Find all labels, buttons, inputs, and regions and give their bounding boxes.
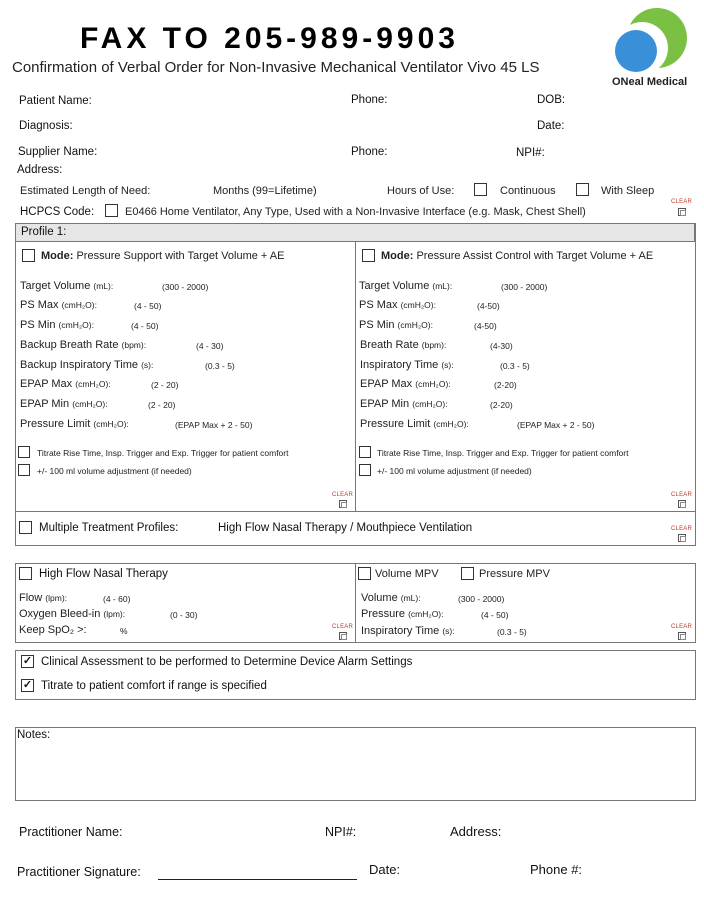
hfnt-spo2-label: Keep SpO₂ >: xyxy=(19,624,87,636)
left-field-name: Backup Inspiratory Time xyxy=(20,359,138,371)
address-label: Address: xyxy=(17,164,63,176)
clear-button[interactable] xyxy=(339,632,347,640)
left-field-row xyxy=(20,280,113,292)
right-field-range: (0.3 - 5) xyxy=(500,361,530,371)
left-field-name: EPAP Max xyxy=(20,378,73,390)
clear-label: CLEAR xyxy=(671,624,693,630)
hfnt-bleed-range: (0 - 30) xyxy=(170,610,198,620)
left-field-row xyxy=(20,339,146,351)
left-field-range: (2 - 20) xyxy=(151,380,179,390)
length-of-need-label: Estimated Length of Need: xyxy=(20,185,151,197)
left-field-unit: (bpm): xyxy=(121,340,147,350)
months-label: Months (99=Lifetime) xyxy=(213,185,317,197)
right-field-name: PS Min xyxy=(359,319,395,331)
hfnt-checkbox[interactable] xyxy=(19,567,32,580)
right-field-range: (2-20) xyxy=(490,400,513,410)
clear-button[interactable] xyxy=(678,208,686,216)
clear-label: CLEAR xyxy=(332,492,354,498)
clear-button[interactable] xyxy=(339,500,347,508)
fax-number: FAX TO 205-989-9903 xyxy=(80,22,459,55)
supplier-name-label: Supplier Name: xyxy=(18,146,98,158)
right-titrate-label: Titrate Rise Time, Insp. Trigger and Exp. Trigger for patient comfort xyxy=(377,448,629,458)
right-field-unit: (bpm): xyxy=(421,340,447,350)
right-titrate-checkbox[interactable] xyxy=(359,446,371,458)
practitioner-npi-label: NPI#: xyxy=(325,825,357,839)
left-field-name: Backup Breath Rate xyxy=(20,339,119,351)
left-field-range: (300 - 2000) xyxy=(162,282,209,292)
left-field-unit: (cmH₂O): xyxy=(58,320,94,330)
right-field-name: Pressure Limit xyxy=(360,418,431,430)
with-sleep-label: With Sleep xyxy=(601,185,655,197)
right-field-name: Breath Rate xyxy=(360,339,419,351)
mpv-pressure-label: Pressure xyxy=(361,608,406,620)
clear-button[interactable] xyxy=(678,534,686,542)
right-field-range: (EPAP Max + 2 - 50) xyxy=(517,420,595,430)
pressure-mpv-checkbox[interactable] xyxy=(461,567,474,580)
mpv-insp-range: (0.3 - 5) xyxy=(497,627,527,637)
clear-button[interactable] xyxy=(678,500,686,508)
left-field-row xyxy=(20,398,108,410)
clinical-assessment-label: Clinical Assessment to be performed to Determine Device Alarm Settings xyxy=(41,656,413,668)
left-field-unit: (cmH₂O): xyxy=(93,419,129,429)
left-field-range: (0.3 - 5) xyxy=(205,361,235,371)
left-field-row xyxy=(20,418,129,430)
phone-label: Phone: xyxy=(351,94,388,106)
profile-header-bar xyxy=(15,223,695,242)
clear-label: CLEAR xyxy=(671,199,693,205)
right-field-row xyxy=(359,280,452,292)
mpv-volume-unit: (mL): xyxy=(400,593,421,603)
left-field-unit: (cmH₂O): xyxy=(75,379,111,389)
hfnt-bleed xyxy=(19,608,125,620)
left-volume-adj-checkbox[interactable] xyxy=(18,464,30,476)
multi-profiles-value: High Flow Nasal Therapy / Mouthpiece Ventilation xyxy=(218,522,473,534)
hfnt-spo2-unit: % xyxy=(120,626,128,636)
left-field-name: Target Volume xyxy=(20,280,91,292)
titrate-comfort-checkbox[interactable]: ✓ xyxy=(22,679,33,691)
right-mode-label: Mode: xyxy=(381,250,414,262)
left-field-name: Pressure Limit xyxy=(20,418,91,430)
hfnt-flow-unit: (lpm): xyxy=(45,593,68,603)
right-field-row xyxy=(360,378,451,390)
logo-inner-circle xyxy=(615,30,657,72)
right-field-row xyxy=(360,359,454,371)
mpv-insp xyxy=(361,625,455,637)
right-mode-checkbox[interactable] xyxy=(362,249,375,262)
left-volume-adj-label: +/- 100 ml volume adjustment (if needed) xyxy=(37,466,192,476)
right-field-range: (4-50) xyxy=(477,301,500,311)
volume-mpv-checkbox[interactable] xyxy=(358,567,371,580)
oneal-medical-logo-icon xyxy=(612,6,692,76)
right-volume-adj-label: +/- 100 ml volume adjustment (if needed) xyxy=(377,466,532,476)
right-field-unit: (cmH₂O): xyxy=(415,379,451,389)
mpv-pressure xyxy=(361,608,444,620)
volume-mpv-label: Volume MPV xyxy=(375,568,439,580)
right-field-unit: (cmH₂O): xyxy=(400,300,436,310)
right-field-unit: (s): xyxy=(441,360,454,370)
patient-name-label: Patient Name: xyxy=(19,95,92,107)
pressure-mpv-label: Pressure MPV xyxy=(479,568,550,580)
right-field-unit: (cmH₂O): xyxy=(412,399,448,409)
clear-label: CLEAR xyxy=(332,624,354,630)
hfnt-title: High Flow Nasal Therapy xyxy=(39,568,168,580)
hfnt-flow xyxy=(19,592,67,604)
practitioner-phone-label: Phone #: xyxy=(530,862,583,877)
hours-of-use-label: Hours of Use: xyxy=(387,185,455,197)
left-field-range: (EPAP Max + 2 - 50) xyxy=(175,420,253,430)
form-title: Confirmation of Verbal Order for Non-Invasive Mechanical Ventilator Vivo 45 LS xyxy=(12,59,540,76)
hfnt-flow-range: (4 - 60) xyxy=(103,594,131,604)
hfnt-bleed-label: Oxygen Bleed-in xyxy=(19,608,101,620)
right-field-name: Target Volume xyxy=(359,280,430,292)
clear-button[interactable] xyxy=(678,632,686,640)
left-field-row xyxy=(20,378,111,390)
practitioner-signature-label: Practitioner Signature: xyxy=(17,865,141,879)
right-field-name: Inspiratory Time xyxy=(360,359,439,371)
practitioner-name-label: Practitioner Name: xyxy=(19,825,123,839)
notes-label: Notes: xyxy=(17,729,51,741)
date-label: Date: xyxy=(537,120,565,132)
dob-label: DOB: xyxy=(537,94,566,106)
right-field-range: (2-20) xyxy=(494,380,517,390)
left-titrate-checkbox[interactable] xyxy=(18,446,30,458)
right-field-row xyxy=(360,418,469,430)
right-field-unit: (mL): xyxy=(432,281,453,291)
mpv-pressure-range: (4 - 50) xyxy=(481,610,509,620)
logo-text: ONeal Medical xyxy=(612,76,688,88)
hfnt-bleed-unit: (lpm): xyxy=(103,609,126,619)
mpv-insp-unit: (s): xyxy=(442,626,455,636)
left-field-row xyxy=(20,359,153,371)
right-field-row xyxy=(359,319,433,331)
continuous-label: Continuous xyxy=(500,185,556,197)
right-field-unit: (cmH₂O): xyxy=(397,320,433,330)
left-field-unit: (cmH₂O): xyxy=(61,300,97,310)
right-field-range: (300 - 2000) xyxy=(501,282,548,292)
hfnt-flow-label: Flow xyxy=(19,592,43,604)
right-field-range: (4-30) xyxy=(490,341,513,351)
right-mode xyxy=(381,250,653,262)
left-titrate-label: Titrate Rise Time, Insp. Trigger and Exp. Trigger for patient comfort xyxy=(37,448,289,458)
right-field-unit: (cmH₂O): xyxy=(433,419,469,429)
continuous-checkbox[interactable] xyxy=(474,183,487,196)
left-mode xyxy=(41,250,284,262)
left-field-range: (4 - 50) xyxy=(131,321,159,331)
clear-label: CLEAR xyxy=(671,492,693,498)
right-field-name: EPAP Max xyxy=(360,378,413,390)
mpv-pressure-unit: (cmH₂O): xyxy=(408,609,444,619)
with-sleep-checkbox[interactable] xyxy=(576,183,589,196)
left-field-unit: (cmH₂O): xyxy=(72,399,108,409)
left-mode-checkbox[interactable] xyxy=(22,249,35,262)
hfnt-mpv-divider xyxy=(355,563,356,643)
clinical-assessment-checkbox[interactable]: ✓ xyxy=(22,655,33,667)
right-volume-adj-checkbox[interactable] xyxy=(359,464,371,476)
left-field-row xyxy=(20,299,97,311)
mpv-volume-label: Volume xyxy=(361,592,398,604)
mpv-insp-label: Inspiratory Time xyxy=(361,625,440,637)
left-mode-label: Mode: xyxy=(41,250,74,262)
left-field-unit: (s): xyxy=(141,360,154,370)
right-field-range: (4-50) xyxy=(474,321,497,331)
diagnosis-label: Diagnosis: xyxy=(19,120,73,132)
left-mode-value: Pressure Support with Target Volume + AE xyxy=(76,250,285,262)
signature-line[interactable] xyxy=(158,879,357,880)
right-mode-value: Pressure Assist Control with Target Volume + AE xyxy=(416,250,654,262)
npi-label: NPI#: xyxy=(516,147,545,159)
profile-divider xyxy=(355,242,356,512)
supplier-phone-label: Phone: xyxy=(351,146,388,158)
right-field-row xyxy=(360,398,448,410)
left-field-range: (2 - 20) xyxy=(148,400,176,410)
titrate-comfort-label: Titrate to patient comfort if range is specified xyxy=(41,680,267,692)
hcpcs-code: E0466 Home Ventilator, Any Type, Used with a Non-Invasive Interface (e.g. Mask, Chest Shell) xyxy=(125,206,586,218)
clear-label: CLEAR xyxy=(671,526,693,532)
left-field-name: EPAP Min xyxy=(20,398,70,410)
left-field-name: PS Min xyxy=(20,319,56,331)
profile-title: Profile 1: xyxy=(21,226,67,238)
left-field-name: PS Max xyxy=(20,299,59,311)
right-field-name: EPAP Min xyxy=(360,398,410,410)
right-field-name: PS Max xyxy=(359,299,398,311)
right-field-row xyxy=(359,299,436,311)
right-field-row xyxy=(360,339,446,351)
practitioner-date-label: Date: xyxy=(369,862,401,877)
left-field-range: (4 - 30) xyxy=(196,341,224,351)
hcpcs-checkbox[interactable] xyxy=(105,204,118,217)
hcpcs-label: HCPCS Code: xyxy=(20,206,95,218)
notes-frame[interactable] xyxy=(15,727,696,801)
mpv-volume xyxy=(361,592,421,604)
left-field-unit: (mL): xyxy=(93,281,114,291)
left-field-row xyxy=(20,319,94,331)
mpv-volume-range: (300 - 2000) xyxy=(458,594,505,604)
practitioner-address-label: Address: xyxy=(450,824,502,839)
multi-profiles-label: Multiple Treatment Profiles: xyxy=(39,522,179,534)
left-field-range: (4 - 50) xyxy=(134,301,162,311)
multi-profiles-checkbox[interactable] xyxy=(19,521,32,534)
